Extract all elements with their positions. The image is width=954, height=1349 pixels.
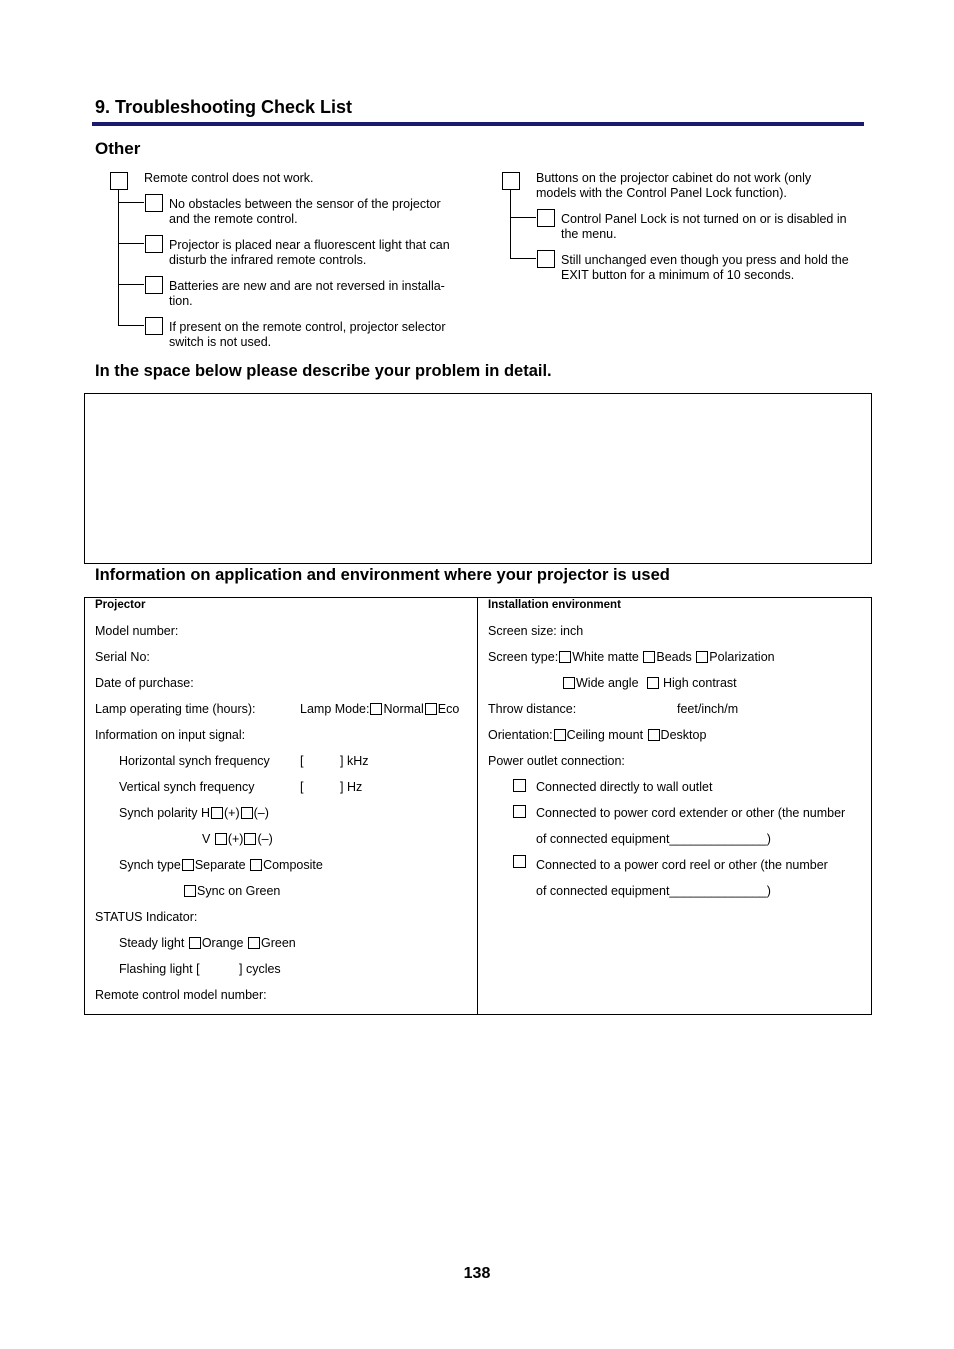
- polarity-h-neg-checkbox[interactable]: [241, 807, 253, 819]
- remote-item-text: No obstacles between the sensor of the projector and the remote control.: [169, 197, 441, 226]
- buttons-item-text: Control Panel Lock is not turned on or is disabled in the menu.: [561, 212, 847, 241]
- throw-distance-label: Throw distance:: [488, 702, 577, 716]
- remote-item-checkbox[interactable]: [145, 276, 163, 294]
- throw-distance-unit: feet/inch/m: [677, 702, 739, 716]
- tree-branch: [510, 217, 536, 218]
- info-table-divider: [477, 597, 478, 1015]
- orange-checkbox[interactable]: [189, 937, 201, 949]
- remote-item-checkbox[interactable]: [145, 194, 163, 212]
- high-contrast-checkbox[interactable]: [647, 677, 659, 689]
- sync-green-checkbox[interactable]: [184, 885, 196, 897]
- vsync-label: Vertical synch frequency: [119, 780, 255, 794]
- tree-line: [510, 190, 511, 259]
- beads-checkbox[interactable]: [643, 651, 655, 663]
- wide-angle-checkbox[interactable]: [563, 677, 575, 689]
- buttons-group-checkbox[interactable]: [502, 172, 520, 190]
- input-signal-label: Information on input signal:: [95, 728, 246, 742]
- cord-reel-checkbox[interactable]: [513, 855, 526, 868]
- flashing-cycles: ] cycles: [239, 962, 281, 976]
- ceiling-mount-checkbox[interactable]: [554, 729, 566, 741]
- install-title: Installation environment: [488, 599, 621, 611]
- cord-reel-count: of connected equipment______________): [536, 884, 771, 898]
- cord-extender-label: Connected to power cord extender or other (the number: [536, 806, 846, 820]
- wall-outlet-checkbox[interactable]: [513, 779, 526, 792]
- page-number: 138: [463, 1265, 491, 1282]
- orientation-row: Orientation: Ceiling mount Desktop: [488, 728, 707, 742]
- remote-model-label: Remote control model number:: [95, 988, 267, 1002]
- screen-type-row: Screen type: White matte Beads Polarization: [488, 650, 775, 664]
- title-rule: [92, 122, 864, 126]
- desktop-checkbox[interactable]: [648, 729, 660, 741]
- buttons-group-header: Buttons on the projector cabinet do not work (only models with the Control Panel Lock function).: [536, 171, 812, 200]
- remote-item-checkbox[interactable]: [145, 235, 163, 253]
- remote-item-text: If present on the remote control, projector selector switch is not used.: [169, 320, 446, 349]
- power-outlet-label: Power outlet connection:: [488, 754, 625, 768]
- polarity-h-row: Synch polarity H (+) (–): [119, 806, 269, 820]
- polarity-v-neg-checkbox[interactable]: [244, 833, 256, 845]
- polarity-v-pos-checkbox[interactable]: [215, 833, 227, 845]
- remote-group-checkbox[interactable]: [110, 172, 128, 190]
- green-checkbox[interactable]: [248, 937, 260, 949]
- remote-item-text: Projector is placed near a fluorescent light that can disturb the infrared remote controls.: [169, 238, 450, 267]
- subsection-title: Other: [95, 139, 141, 158]
- remote-item-checkbox[interactable]: [145, 317, 163, 335]
- hsync-open: [: [300, 754, 304, 768]
- remote-item-text: Batteries are new and are not reversed in installa- tion.: [169, 279, 445, 308]
- lamp-mode-row: Lamp Mode: Normal Eco: [300, 702, 460, 716]
- lamp-eco-checkbox[interactable]: [425, 703, 437, 715]
- purchase-date-label: Date of purchase:: [95, 676, 194, 690]
- lamp-time-label: Lamp operating time (hours):: [95, 702, 256, 716]
- buttons-item-checkbox[interactable]: [537, 209, 555, 227]
- polarity-h-pos-checkbox[interactable]: [211, 807, 223, 819]
- white-matte-checkbox[interactable]: [559, 651, 571, 663]
- screen-size-label: Screen size: inch: [488, 624, 584, 638]
- sync-green-row: Sync on Green: [183, 884, 280, 899]
- section-title: 9. Troubleshooting Check List: [95, 97, 353, 117]
- tree-branch: [118, 243, 144, 244]
- vsync-open: [: [300, 780, 304, 794]
- wall-outlet-label: Connected directly to wall outlet: [536, 780, 713, 794]
- tree-branch: [510, 258, 536, 259]
- hsync-unit: ] kHz: [340, 754, 369, 768]
- tree-line: [118, 190, 119, 325]
- remote-group-header: Remote control does not work.: [144, 171, 314, 185]
- polarization-checkbox[interactable]: [696, 651, 708, 663]
- tree-branch: [118, 325, 144, 326]
- separate-checkbox[interactable]: [182, 859, 194, 871]
- problem-description-area[interactable]: [84, 393, 872, 564]
- flashing-light-label: Flashing light [: [119, 962, 200, 976]
- polarity-v-row: V (+) (–): [202, 832, 273, 846]
- tree-branch: [118, 202, 144, 203]
- screen-type-row-2: Wide angle High contrast: [562, 676, 737, 691]
- projector-title: Projector: [95, 599, 146, 611]
- info-heading: Information on application and environment where your projector is used: [95, 566, 670, 584]
- status-label: STATUS Indicator:: [95, 910, 198, 924]
- buttons-item-text: Still unchanged even though you press and hold the EXIT button for a minimum of 10 seconds.: [561, 253, 849, 282]
- steady-light-row: Steady light Orange Green: [119, 936, 296, 950]
- cord-extender-count: of connected equipment______________): [536, 832, 771, 846]
- lamp-normal-checkbox[interactable]: [370, 703, 382, 715]
- serial-number-label: Serial No:: [95, 650, 150, 664]
- cord-reel-label: Connected to a power cord reel or other (the number: [536, 858, 828, 872]
- vsync-unit: ] Hz: [340, 780, 363, 794]
- cord-extender-checkbox[interactable]: [513, 805, 526, 818]
- tree-branch: [118, 284, 144, 285]
- composite-checkbox[interactable]: [250, 859, 262, 871]
- buttons-item-checkbox[interactable]: [537, 250, 555, 268]
- model-number-label: Model number:: [95, 624, 179, 638]
- describe-heading: In the space below please describe your problem in detail.: [95, 362, 552, 380]
- synch-type-row: Synch type Separate Composite: [119, 858, 323, 872]
- hsync-label: Horizontal synch frequency: [119, 754, 270, 768]
